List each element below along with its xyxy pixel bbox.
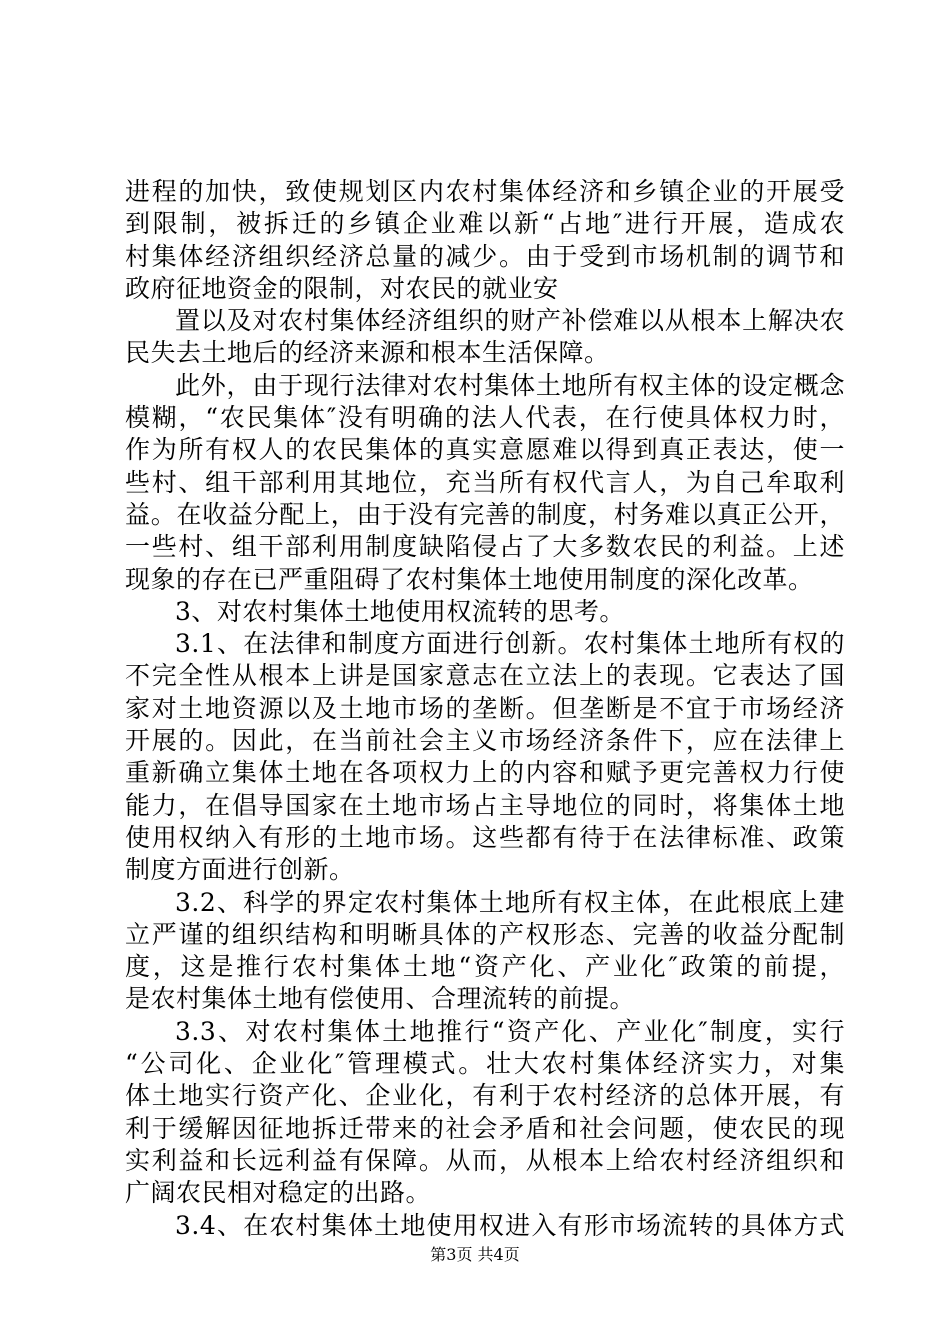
text-line: 是农村集体土地有偿使用、合理流转的前提。 xyxy=(125,984,636,1014)
text-line: 作为所有权人的农民集体的真实意愿难以得到真正表达，使一 xyxy=(125,435,845,465)
document-body xyxy=(125,176,845,1242)
text-line: 益。在收益分配上，由于没有完善的制度，村务难以真正公开， xyxy=(125,499,845,529)
text-line: 3.1、在法律和制度方面进行创新。农村集体土地所有权的 xyxy=(175,629,845,659)
text-line: 能力，在倡导国家在土地市场占主导地位的同时，将集体土地 xyxy=(125,790,845,820)
text-line: 利于缓解因征地拆迁带来的社会矛盾和社会问题，使农民的现 xyxy=(125,1113,845,1143)
text-line: 重新确立集体土地在各项权力上的内容和赋予更完善权力行使 xyxy=(125,758,845,788)
text-line: 使用权纳入有形的土地市场。这些都有待于在法律标准、政策 xyxy=(125,822,845,852)
text-line: 民失去土地后的经济来源和根本生活保障。 xyxy=(125,338,610,368)
text-line: 些村、组干部利用其地位，充当所有权代言人，为自己牟取利 xyxy=(125,467,845,497)
text-line: 现象的存在已严重阻碍了农村集体土地使用制度的深化改革。 xyxy=(125,564,814,594)
text-line: 开展的。因此，在当前社会主义市场经济条件下，应在法律上 xyxy=(125,726,845,756)
text-line: 广阔农民相对稳定的出路。 xyxy=(125,1178,432,1208)
text-line: 度，这是推行农村集体土地“资产化、产业化″政策的前提， xyxy=(125,952,845,982)
text-line: 3.2、科学的界定农村集体土地所有权主体，在此根底上建 xyxy=(175,887,845,917)
text-line: 制度方面进行创新。 xyxy=(125,855,355,885)
text-line: 进程的加快，致使规划区内农村集体经济和乡镇企业的开展受 xyxy=(125,177,845,206)
text-line: 置以及对农村集体经济组织的财产补偿难以从根本上解决农 xyxy=(175,306,845,336)
section-heading: 3、对农村集体土地使用权流转的思考。 xyxy=(175,596,625,626)
text-line: 3.4、在农村集体土地使用权进入有形市场流转的具体方式 xyxy=(175,1210,845,1240)
text-line: 立严谨的组织结构和明晰具体的产权形态、完善的收益分配制 xyxy=(125,919,845,949)
text-line: 体土地实行资产化、企业化，有利于农村经济的总体开展，有 xyxy=(125,1081,845,1111)
text-line: 模糊，“农民集体″没有明确的法人代表，在行使具体权力时， xyxy=(125,403,845,433)
text-line: 不完全性从根本上讲是国家意志在立法上的表现。它表达了国 xyxy=(125,661,845,691)
text-line: 到限制，被拆迁的乡镇企业难以新“占地″进行开展，造成农 xyxy=(125,209,845,239)
text-line: 村集体经济组织经济总量的减少。由于受到市场机制的调节和 xyxy=(125,241,845,271)
text-line: 政府征地资金的限制，对农民的就业安 xyxy=(125,273,559,303)
text-line: 实利益和长远利益有保障。从而，从根本上给农村经济组织和 xyxy=(125,1145,845,1175)
text-line: 3.3、对农村集体土地推行“资产化、产业化″制度，实行 xyxy=(175,1016,845,1046)
text-line: 家对土地资源以及土地市场的垄断。但垄断是不宜于市场经济 xyxy=(125,693,845,723)
text-line: 一些村、组干部利用制度缺陷侵占了大多数农民的利益。上述 xyxy=(125,532,845,562)
text-line: “公司化、企业化″管理模式。壮大农村集体经济实力，对集 xyxy=(125,1049,845,1079)
page-number-footer: 第3页 共4页 xyxy=(430,1245,520,1264)
text-line: 此外，由于现行法律对农村集体土地所有权主体的设定概念 xyxy=(175,370,845,400)
